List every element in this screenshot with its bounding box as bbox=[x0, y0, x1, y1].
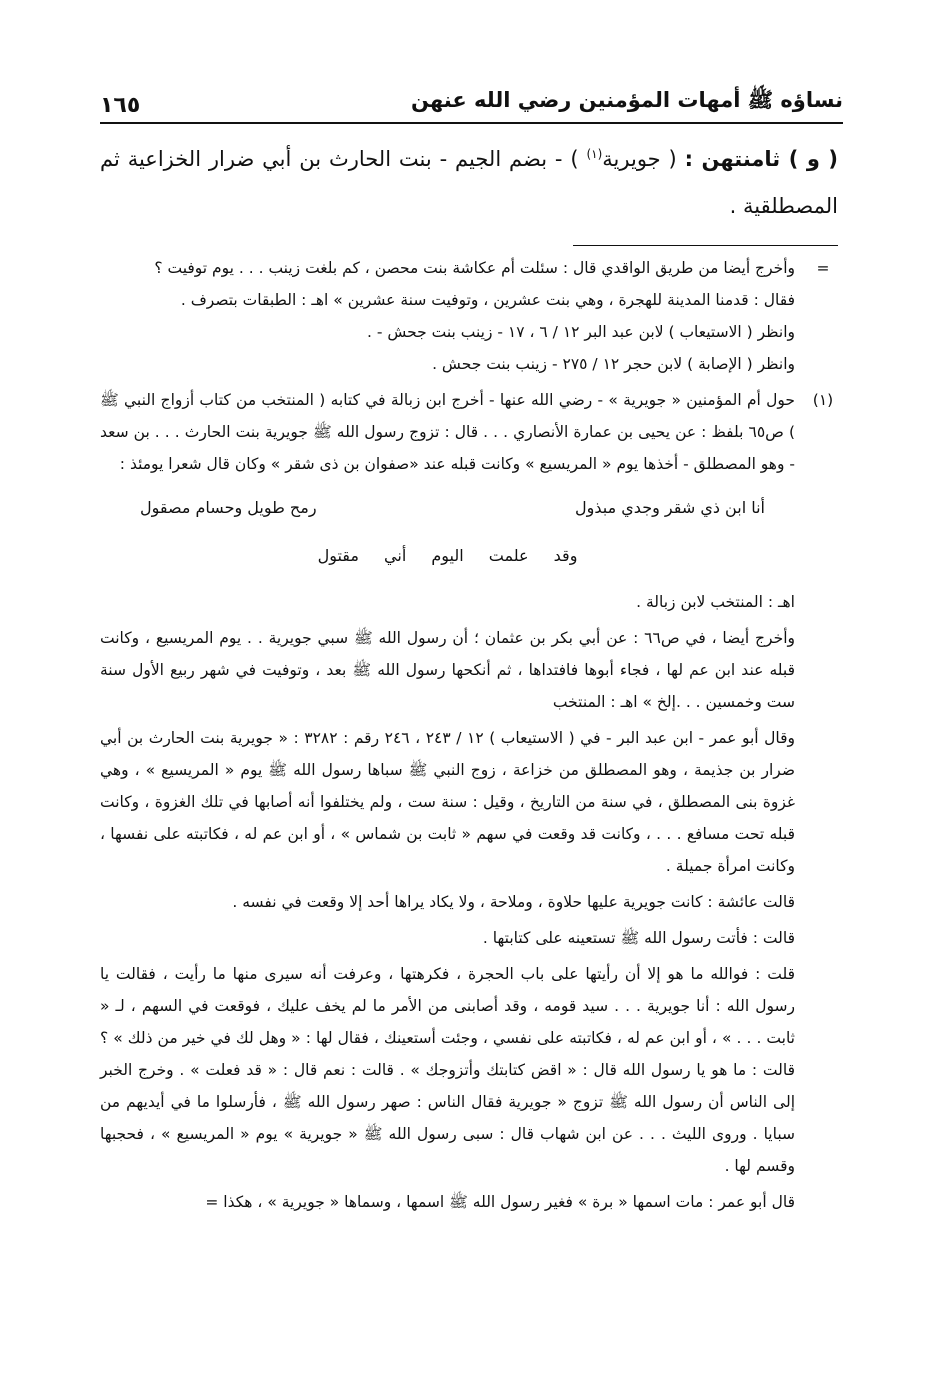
running-title: نساؤه ﷺ أمهات المؤمنين رضي الله عنهن bbox=[411, 88, 843, 112]
continuation-line: وانظر ( الإصابة ) لابن حجر ١٢ / ٢٧٥ - زينب بنت جحش . bbox=[432, 355, 795, 373]
poem bbox=[100, 480, 795, 582]
footnote-1-marker: (١) bbox=[812, 391, 834, 409]
poem-verse-1-second-hemistich: رمح طويل وحسام مصقول bbox=[140, 498, 317, 517]
footnote-paragraph: قالت : فأتت رسول الله ﷺ تستعينه على كتابتها . bbox=[482, 929, 795, 947]
continuation-line: فقال : قدمنا المدينة للهجرة ، وهي بنت عشرين ، وتوفيت سنة عشرين » اهـ : الطبقات بتصرف . bbox=[180, 291, 795, 309]
footnote-paragraph: قلت : فوالله ما هو إلا أن رأيتها على باب الحجرة ، فكرهتها ، وعرفت أنه سيرى منها ما رأيت ، فقالت يا رسول الله : أنا جويرية . . . سيد قومه ، وقد أصابنى من الأمر ما لم يخف عليك ، فوقعت في السهم ، لـ « ثابت . . . » ، أو ابن عم له ، فكاتبته على نفسي ، وجئت أستعينك ، فقال لها : « وهل لك في خير من ذلك » ؟ قالت : ما هو يا رسول الله قال : « اقض كتابتك وأتزوجك » . قالت : نعم قال : « قد فعلت » . وخرج الخبر إلى الناس أن رسول الله ﷺ تزوج « جويرية فقال الناس : صهر رسول الله ﷺ ، فأرسلوا ما في أيديهم من سبايا . وروى الليث . . . عن ابن شهاب قال : سبى رسول الله ﷺ « جويرية » يوم « المريسيع » ، فحجبها وقسم لها . bbox=[100, 965, 795, 1175]
main-paragraph bbox=[100, 136, 838, 230]
page-number: ١٦٥ bbox=[100, 93, 141, 118]
main-text-part-2: ) - بضم الجيم - بنت الحارث بن أبي ضرار الخزاعية ثم المصطلقية . bbox=[100, 147, 838, 218]
footnote-paragraph: قال أبو عمر : مات اسمها « برة » فغير رسول الله ﷺ اسمها ، وسماها « جويرية » ، هكذا = bbox=[205, 1193, 795, 1211]
footnotes bbox=[100, 252, 843, 1218]
poem-verse-1 bbox=[100, 484, 795, 532]
footnote-separator bbox=[573, 245, 838, 246]
main-lead: ( و ) ثامنتهن : bbox=[684, 147, 838, 171]
poem-verse-1-first-hemistich: أنا ابن ذي شقر وجدي مبذول bbox=[575, 498, 765, 517]
main-text-part-1: ( جويرية bbox=[602, 147, 685, 171]
footnote-paragraph: قالت عائشة : كانت جويرية عليها حلاوة ، وملاحة ، ولا يكاد يراها أحد إلا وقعت في نفسه . bbox=[232, 893, 795, 911]
footnote-paragraph: وقال أبو عمر - ابن عبد البر - في ( الاستيعاب ) ١٢ / ٢٤٣ ، ٢٤٦ رقم : ٣٢٨٢ : « جويرية بنت الحارث بن أبي ضرار بن جذيمة ، وهو المصطلق من خزاعة ، زوج النبي ﷺ سباها رسول الله ﷺ يوم « المريسيع » ، وهي غزوة بنى المصطلق ، في سنة من التاريخ ، وقيل : سنة ست ، ولم يختلفوا أنه أصابها في تلك الغزوة ، وكانت قبله تحت مسافع . . . ، وكانت قد وقعت في سهم « ثابت بن شماس » ، أو ابن عم له ، فكاتبته على نفسها ، وكانت امرأة جميلة . bbox=[100, 729, 796, 875]
footnote-paragraph: اهـ : المنتخب لابن زبالة . bbox=[636, 593, 795, 611]
footnote-continuation bbox=[100, 252, 843, 380]
continuation-line: وأخرج أيضا من طريق الواقدي قال : سئلت أم عكاشة بنت محصن ، كم بلغت زينب . . . يوم توفيت ؟ bbox=[154, 259, 795, 277]
footnote-reference: (١) bbox=[586, 147, 603, 161]
continuation-line: وانظر ( الاستيعاب ) لابن عبد البر ١٢ / ٦ ، ١٧ - زينب بنت جحش - . bbox=[366, 323, 795, 341]
poem-verse-2: وقد علمت اليوم أني مقتول bbox=[317, 546, 578, 565]
footnote-1-intro: حول أم المؤمنين « جويرية » - رضي الله عنها - أخرج ابن زبالة في كتابه ( المنتخب من كتاب أزواج النبي ﷺ ) ص٦٥ بلفظ : عن يحيى بن عمارة الأنصاري . . . قال : تزوج رسول الله ﷺ جويرية بنت الحارث . . . بن سعد - وهو المصطلق - أخذها يوم « المريسيع » وكانت قبله عند «صفوان بن ذى شقر » وكان قال شعرا يومئذ : bbox=[100, 391, 795, 473]
footnote-paragraph: وأخرج أيضا ، في ص٦٦ : عن أبي بكر بن عثمان ؛ أن رسول الله ﷺ سبي جويرية . . يوم المريسيع ، وكانت قبله عند ابن عم لها ، فجاء أبوها فافتداها ، ثم أنكحها رسول الله ﷺ بعد ، وتوفيت في شهر ربيع الأول سنة ست وخمسين . . .إلخ » اهـ : المنتخب bbox=[100, 629, 795, 711]
footnote-1 bbox=[100, 384, 843, 1218]
header-rule bbox=[100, 122, 843, 124]
page-header bbox=[100, 80, 843, 118]
continuation-marker: = bbox=[816, 259, 830, 277]
